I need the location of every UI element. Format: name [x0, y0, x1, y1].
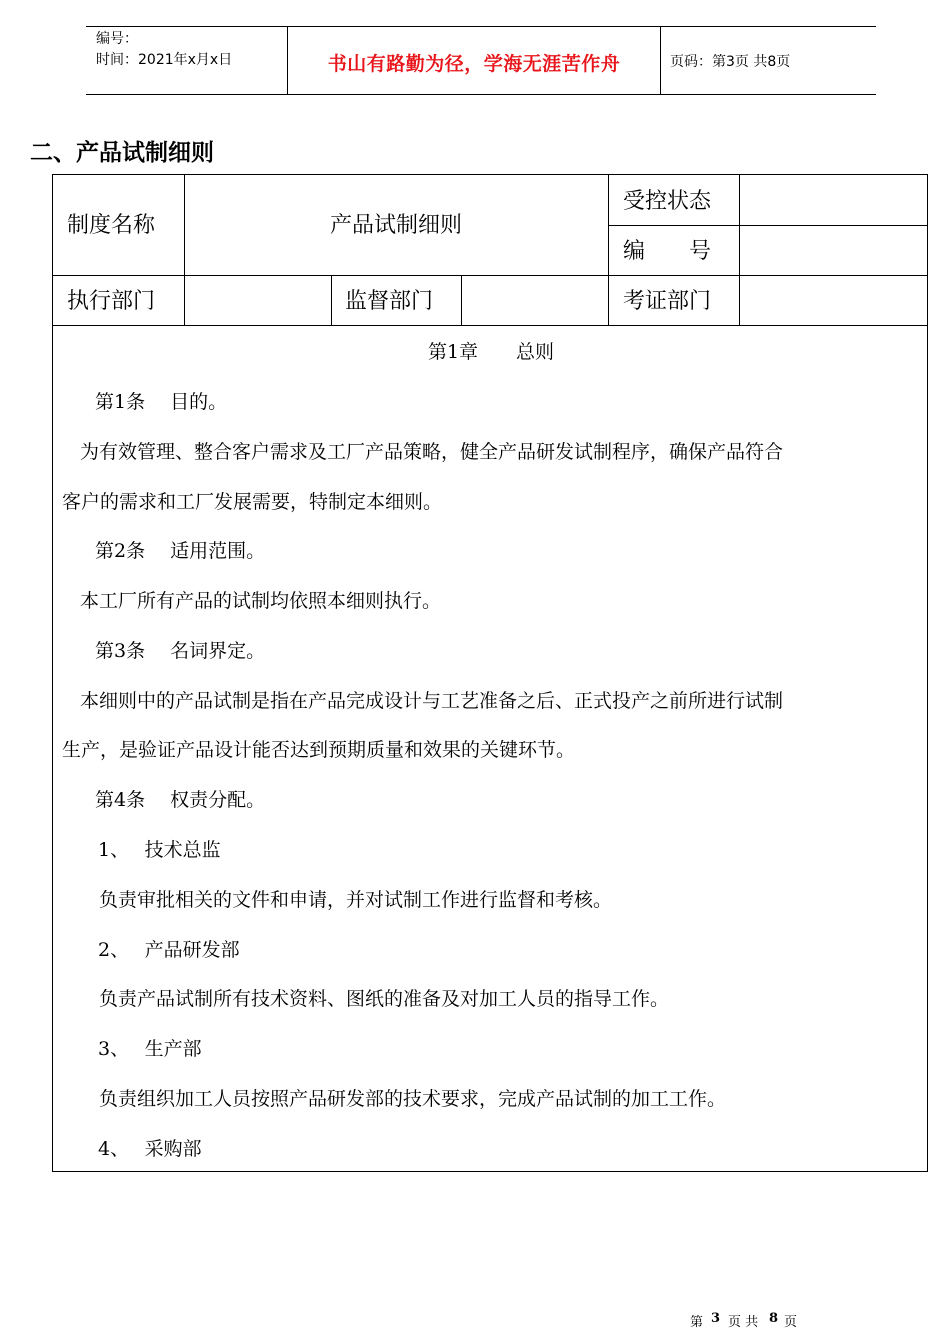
table-rule [608, 175, 609, 325]
section-title: 二、产品试制细则 [30, 140, 214, 166]
supervise-dept-label: 监督部门 [345, 289, 434, 314]
table-rule [461, 275, 462, 325]
list-item-title: 2、 产品研发部 [98, 939, 240, 961]
header-number-label: 编号： [96, 31, 138, 47]
list-item-text: 负责审批相关的文件和申请，并对试制工作进行监督和考核。 [99, 889, 613, 911]
table-rule [53, 325, 928, 326]
list-item-title: 1、 技术总监 [98, 839, 221, 861]
control-status-label: 受控状态 [623, 189, 712, 214]
list-item-text: 负责组织加工人员按照产品研发部的技术要求，完成产品试制的加工工作。 [99, 1088, 727, 1110]
paragraph-line: 为有效管理、整合客户需求及工厂产品策略，健全产品研发试制程序，确保产品符合 [80, 441, 784, 463]
regulation-table [52, 174, 928, 1172]
footer-page-prefix: 第 [690, 1315, 704, 1330]
page-header [86, 26, 876, 95]
paragraph-line: 生产，是验证产品设计能否达到预期质量和效果的关键环节。 [62, 739, 576, 761]
article-title: 第3条 名词界定。 [95, 640, 266, 662]
header-page-label: 页码：第3页 共8页 [670, 54, 791, 70]
footer-page-total: 8 [769, 1311, 779, 1326]
name-value: 产品试制细则 [329, 213, 462, 238]
table-rule [184, 175, 185, 325]
name-label: 制度名称 [67, 213, 156, 238]
header-divider [660, 27, 661, 94]
paragraph-line: 本工厂所有产品的试制均依照本细则执行。 [80, 590, 442, 612]
header-motto: 书山有路勤为径，学海无涯苦作舟 [327, 53, 621, 75]
header-meta [96, 29, 232, 71]
chapter-title: 第1章 总则 [427, 341, 555, 363]
footer-page-number: 3 [711, 1311, 721, 1326]
table-rule [331, 275, 332, 325]
paragraph-line: 本细则中的产品试制是指在产品完成设计与工艺准备之后、正式投产之前所进行试制 [80, 690, 784, 712]
paragraph-line: 客户的需求和工厂发展需要，特制定本细则。 [62, 491, 443, 513]
table-rule [739, 175, 740, 325]
article-title: 第2条 适用范围。 [95, 540, 266, 562]
list-item-title: 3、 生产部 [98, 1038, 202, 1060]
list-item-title: 4、 采购部 [98, 1138, 202, 1160]
article-title: 第1条 目的。 [95, 391, 228, 413]
footer-page-middle: 页 共 [728, 1315, 759, 1330]
exec-dept-label: 执行部门 [67, 289, 156, 314]
article-title: 第4条 权责分配。 [95, 789, 266, 811]
table-rule [608, 225, 928, 226]
cert-dept-label: 考证部门 [623, 289, 712, 314]
list-item-text: 负责产品试制所有技术资料、图纸的准备及对加工人员的指导工作。 [99, 988, 670, 1010]
footer-page-suffix: 页 [784, 1315, 798, 1330]
header-time-label: 时间：2021年x月x日 [96, 52, 233, 68]
number-label: 编 号 [623, 239, 712, 264]
